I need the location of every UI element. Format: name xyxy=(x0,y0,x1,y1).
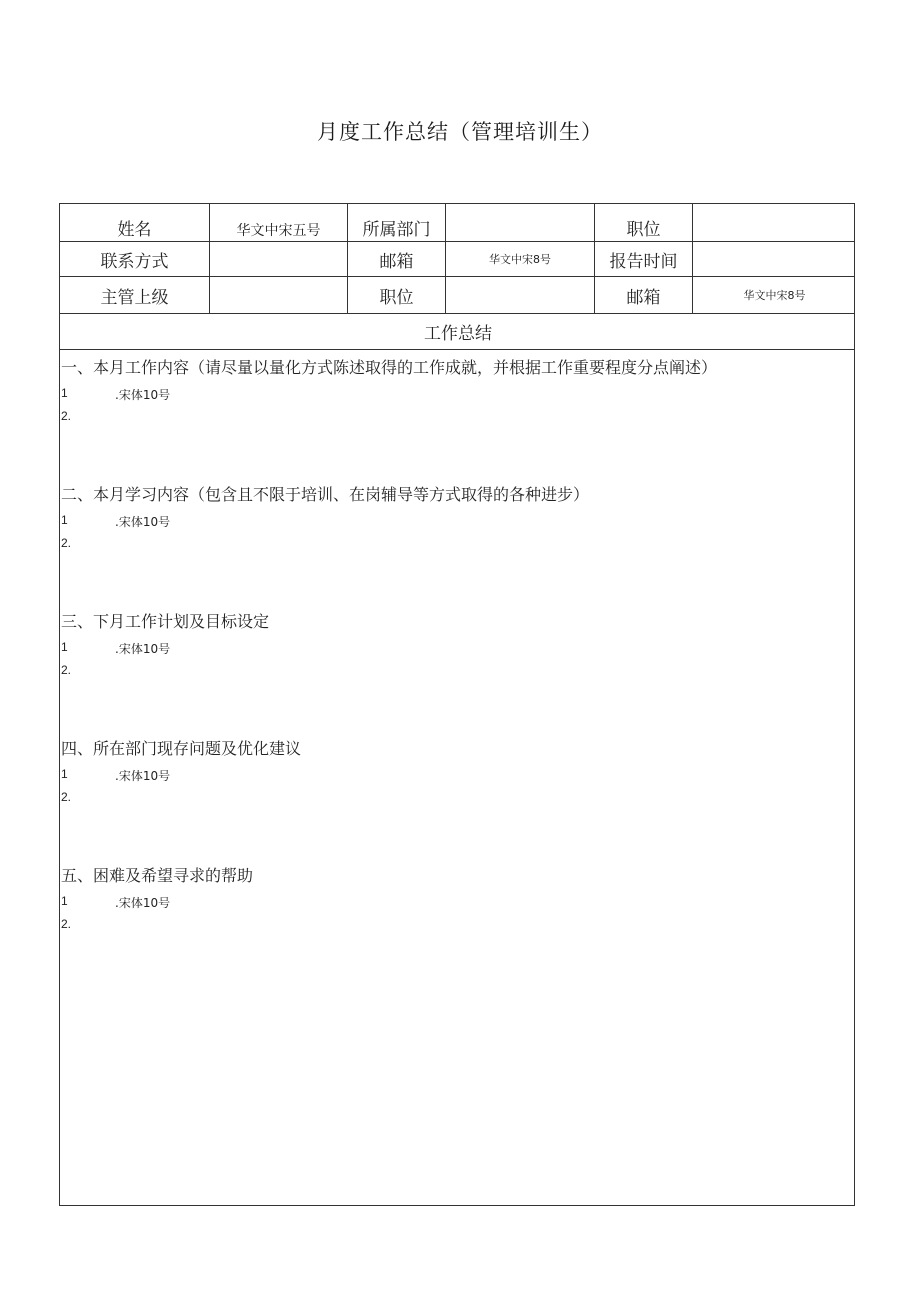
section-5-item-1-number: 1 xyxy=(61,894,68,908)
department-label: 所属部门 xyxy=(348,204,446,241)
name-label: 姓名 xyxy=(60,204,210,241)
supervisor-label: 主管上级 xyxy=(60,277,210,313)
email-label: 邮箱 xyxy=(348,242,446,276)
section-1-item-2-number[interactable]: 2. xyxy=(61,409,72,423)
section-1-heading: 一、本月工作内容（请尽量以量化方式陈述取得的工作成就，并根据工作重要程度分点阐述） xyxy=(61,358,718,377)
summary-body[interactable] xyxy=(60,350,856,1205)
section-4-item-1-text[interactable]: .宋体10号 xyxy=(115,769,171,783)
section-1-item-1-text[interactable]: .宋体10号 xyxy=(115,388,171,402)
info-row-3 xyxy=(60,277,854,314)
section-3-item-1-number: 1 xyxy=(61,640,68,654)
supervisor-position-field[interactable] xyxy=(446,277,595,313)
section-2-heading: 二、本月学习内容（包含且不限于培训、在岗辅导等方式取得的各种进步） xyxy=(61,485,590,504)
info-row-1 xyxy=(60,204,854,242)
section-3-item-1-text[interactable]: .宋体10号 xyxy=(115,642,171,656)
section-3-item-2-number[interactable]: 2. xyxy=(61,663,72,677)
contact-field[interactable] xyxy=(210,242,348,276)
contact-label: 联系方式 xyxy=(60,242,210,276)
email-field[interactable]: 华文中宋8号 xyxy=(446,242,595,276)
position-field[interactable] xyxy=(693,204,856,241)
info-row-2 xyxy=(60,242,854,277)
section-5-heading: 五、困难及希望寻求的帮助 xyxy=(61,866,254,885)
section-1-item-1-number: 1 xyxy=(61,386,68,400)
summary-header: 工作总结 xyxy=(424,324,492,344)
section-2-item-1-text[interactable]: .宋体10号 xyxy=(115,515,171,529)
section-3-heading: 三、下月工作计划及目标设定 xyxy=(61,612,270,631)
position-label: 职位 xyxy=(595,204,693,241)
report-time-label: 报告时间 xyxy=(595,242,693,276)
supervisor-field[interactable] xyxy=(210,277,348,313)
section-5-item-2-number[interactable]: 2. xyxy=(61,917,72,931)
section-4-heading: 四、所在部门现存问题及优化建议 xyxy=(61,739,302,758)
report-time-field[interactable] xyxy=(693,242,856,276)
supervisor-position-label: 职位 xyxy=(348,277,446,313)
summary-header-row xyxy=(60,314,854,350)
summary-form xyxy=(59,203,855,1206)
section-2-item-1-number: 1 xyxy=(61,513,68,527)
section-5-item-1-text[interactable]: .宋体10号 xyxy=(115,896,171,910)
supervisor-email-label: 邮箱 xyxy=(595,277,693,313)
section-4-item-1-number: 1 xyxy=(61,767,68,781)
section-4-item-2-number[interactable]: 2. xyxy=(61,790,72,804)
section-2-item-2-number[interactable]: 2. xyxy=(61,536,72,550)
department-field[interactable] xyxy=(446,204,595,241)
name-field[interactable]: 华文中宋五号 xyxy=(210,204,348,241)
supervisor-email-field[interactable]: 华文中宋8号 xyxy=(743,289,806,302)
document-title: 月度工作总结（管理培训生） xyxy=(317,120,603,144)
